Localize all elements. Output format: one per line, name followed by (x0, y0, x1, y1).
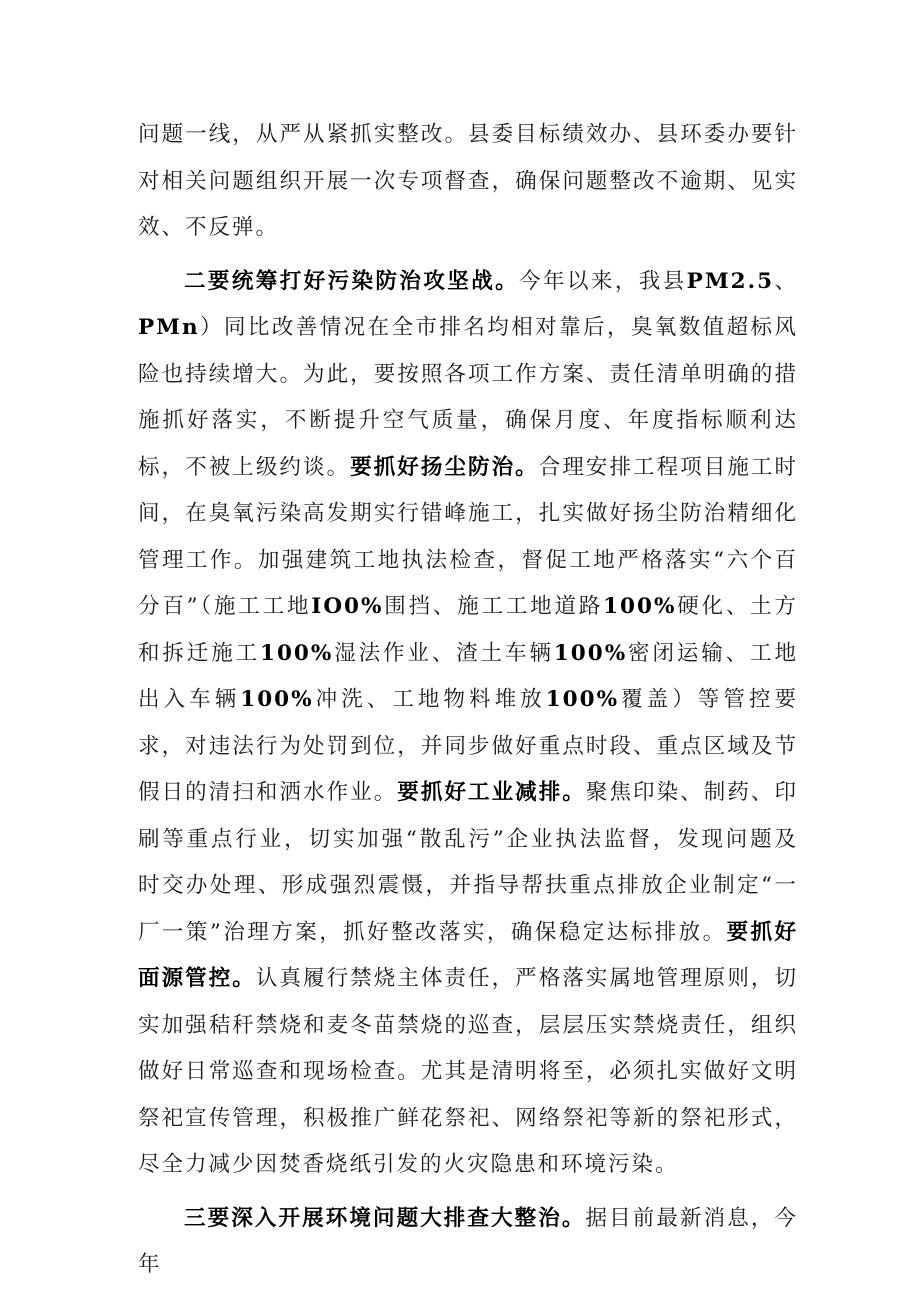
paragraph-2-text-j: 覆盖）等管控要求，对违法行为处罚到位，并同步做好重点时段、重点区域及节假日的清扫和洒水作业。 (138, 687, 798, 805)
percent-fence: IO0% (311, 594, 384, 619)
paragraph-spacer (138, 252, 798, 259)
heading-pollution-prevention: 二要统筹打好污染防治攻坚战。 (184, 268, 520, 294)
paragraph-2-text-d: 合理安排工程项目施工时间，在臭氧污染高发期实行错峰施工，扎实做好扬尘防治精细化管理工作。加强建筑工地执法检查，督促工地严格落实“六个百分百”（施工工地 (138, 454, 798, 619)
paragraph-2-text-g: 湿法作业、渣土车辆 (333, 640, 554, 666)
percent-sealed-transport: 100% (553, 640, 628, 666)
percent-wet-work: 100% (260, 640, 334, 666)
paragraph-3-text: 据目前最新消息，今年 (138, 1205, 798, 1277)
percent-covering: 100% (545, 687, 620, 712)
paragraph-2-text-c: ）同比改善情况在全市排名均相对靠后，臭氧数值超标风险也持续增大。为此，要按照各项工作方案、责任清单明确的措施抓好落实，不断提升空气质量，确保月度、年度指标顺利达标，不被上级约谈。 (138, 315, 798, 480)
heading-area-source-control: 要抓好面源管控。 (138, 919, 798, 991)
heading-dust-control: 要抓好扬尘防治。 (350, 454, 539, 480)
heading-environmental-inspection: 三要深入开展环境问题大排查大整治。 (184, 1205, 586, 1231)
paragraph-2-text-a: 今年以来，我县 (519, 268, 687, 294)
paragraph-spacer (138, 1189, 798, 1196)
heading-industrial-emission: 要抓好工业减排。 (397, 780, 586, 805)
paragraph-2-text-i: 冲洗、工地物料堆放 (313, 687, 546, 712)
percent-washing: 100% (240, 687, 314, 712)
pm25-label: PM2.5 (686, 268, 775, 294)
paragraph-2-text-f: 硬化、土方和拆迁施工 (138, 594, 798, 666)
pmn-label: PMn (138, 315, 200, 340)
document-body (138, 112, 798, 1289)
paragraph-2-text-k: 聚焦印染、制药、印刷等重点行业，切实加强“散乱污”企业执法监督，发现问题及时交办处理、形成强烈震慑，并指导帮扶重点排放企业制定“一厂一策”治理方案，抓好整改落实，确保稳定达标排放。 (138, 780, 798, 945)
paragraph-2-text-e: 围挡、施工工地道路 (383, 594, 604, 619)
paragraph-2-text-b: 、 (774, 268, 798, 294)
paragraph-2-text-h: 密闭运输、工地出入车辆 (138, 640, 798, 712)
paragraph-3 (138, 1196, 798, 1289)
paragraph-2 (138, 259, 798, 1189)
paragraph-1-text: 问题一线，从严从紧抓实整改。县委目标绩效办、县环委办要针对相关问题组织开展一次专项督查，确保问题整改不逾期、见实效、不反弹。 (138, 122, 798, 240)
paragraph-2-text-l: 认真履行禁烧主体责任，严格落实属地管理原则，切实加强秸秆禁烧和麦冬苗禁烧的巡查，层层压实禁烧责任，组织做好日常巡查和现场检查。尤其是清明将至，必须扎实做好文明祭祀宣传管理，积极推广鲜花祭祀、网络祭祀等新的祭祀形式，尽全力减少因焚香烧纸引发的火灾隐患和环境污染。 (138, 966, 798, 1177)
paragraph-1 (138, 112, 798, 252)
percent-road: 100% (603, 594, 677, 619)
